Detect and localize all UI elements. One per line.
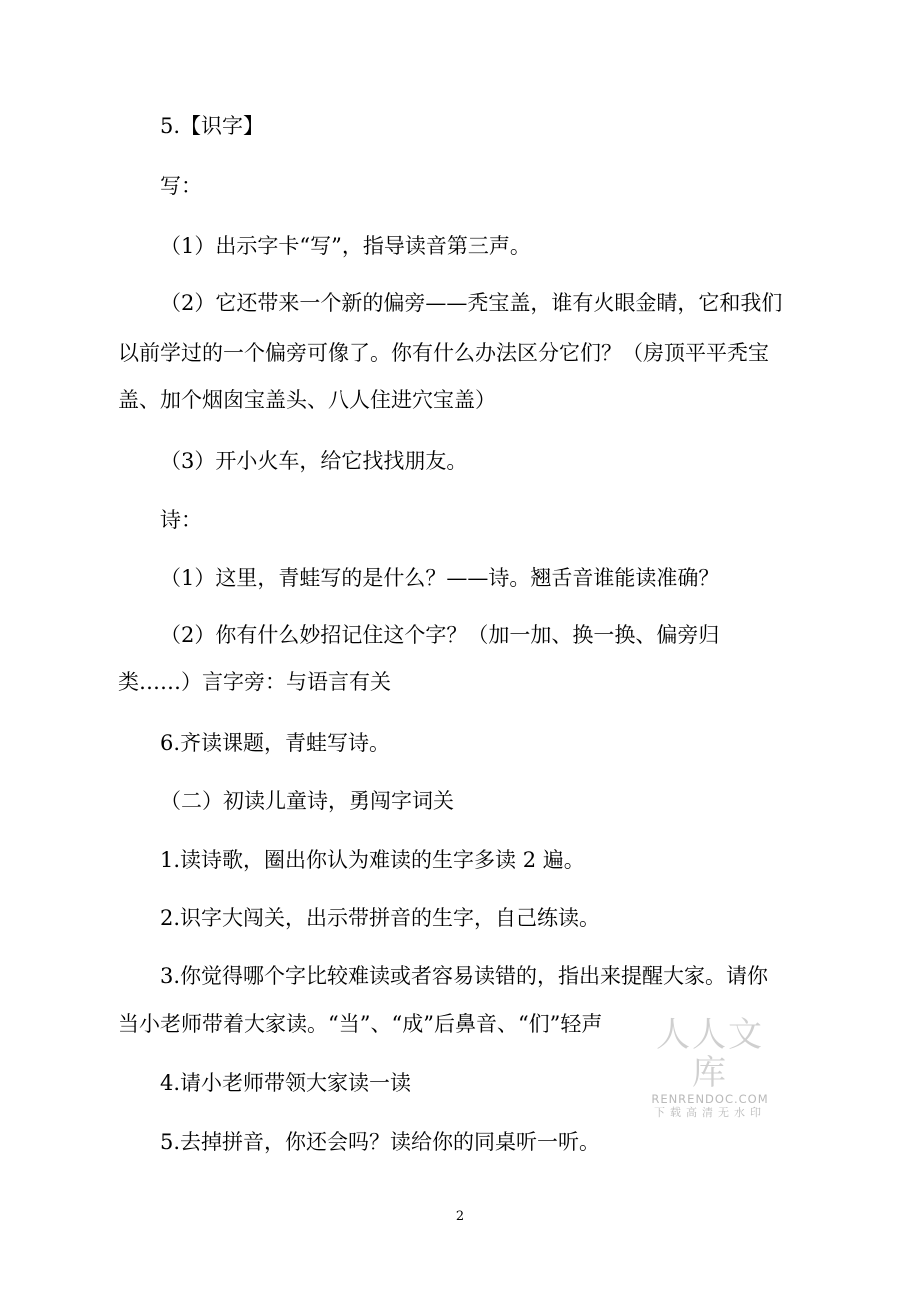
watermark [640,1016,780,1120]
paragraph-line: （2）你有什么妙招记住这个字？（加一加、换一换、偏旁归 [160,623,720,647]
paragraph-line: 3.你觉得哪个字比较难读或者容易读错的，指出来提醒大家。请你 [160,964,769,988]
paragraph-line: 4.请小老师带领大家读一读 [160,1071,412,1095]
paragraph-line: （二）初读儿童诗，勇闯字词关 [160,789,454,813]
paragraph-line: 类……）言字旁：与语言有关 [118,670,391,694]
paragraph-line: 写： [160,174,202,198]
watermark-domain: RENRENDOC.COM [651,1092,769,1106]
page-number: 2 [455,1209,465,1224]
watermark-title: 人人文库 [656,1015,764,1093]
paragraph-line: （2）它还带来一个新的偏旁——秃宝盖，谁有火眼金睛，它和我们 [160,291,783,315]
paragraph-line: （1）出示字卡“写”，指导读音第三声。 [160,234,531,258]
paragraph-line: （3）开小火车，给它找找朋友。 [160,449,468,473]
paragraph-line: 2.识字大闯关，出示带拼音的生字，自己练读。 [160,906,601,930]
paragraph-line: 以前学过的一个偏旁可像了。你有什么办法区分它们？（房顶平平秃宝 [118,341,769,365]
paragraph-line: （1）这里，青蛙写的是什么？——诗。翘舌音谁能读准确？ [160,566,720,590]
paragraph-line: 5.去掉拼音，你还会吗？读给你的同桌听一听。 [160,1130,601,1154]
paragraph-line: 6.齐读课题，青蛙写诗。 [160,731,391,755]
paragraph-line: 1.读诗歌，圈出你认为难读的生字多读 2 遍。 [160,848,585,872]
paragraph-line: 盖、加个烟囱宝盖头、八人住进穴宝盖） [118,388,496,412]
paragraph-line: 5.【识字】 [160,114,265,138]
watermark-subtitle: 下载高清无水印 [654,1106,766,1119]
paragraph-line: 诗： [160,508,202,532]
paragraph-line: 当小老师带着大家读。“当”、“成”后鼻音、“们”轻声 [118,1012,603,1036]
